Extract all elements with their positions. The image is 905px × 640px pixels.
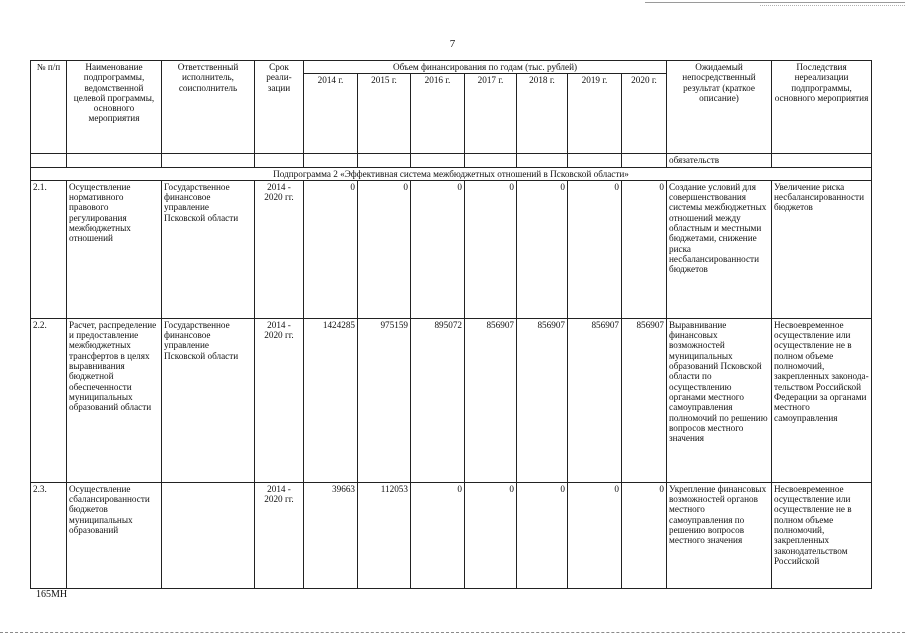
document-code: 165МН — [36, 589, 68, 600]
row-value: 856907 — [568, 318, 622, 482]
row-value: 0 — [568, 180, 622, 318]
row-result: Укрепление финансовых возможностей органов местного самоуправления по решению вопросов местного значения — [667, 482, 772, 588]
scan-edge-top — [0, 0, 905, 8]
row-value: 0 — [304, 180, 358, 318]
header-year: 2019 г. — [568, 74, 622, 154]
header-finance: Объем финансирования по годам (тыс. рублей) — [304, 61, 667, 74]
row-value: 0 — [465, 482, 517, 588]
header-year: 2017 г. — [465, 74, 517, 154]
row-consequence: Увеличение риска несбалансированности бюджетов — [772, 180, 872, 318]
header-no: № п/п — [31, 61, 67, 154]
row-value: 0 — [517, 180, 568, 318]
row-executor: Государственное финансовое управление Псковской области — [162, 318, 255, 482]
row-value: 856907 — [622, 318, 667, 482]
carry-consequence — [772, 154, 872, 167]
row-term: 2014 - 2020 гг. — [255, 482, 304, 588]
header-year: 2015 г. — [358, 74, 411, 154]
row-value: 39663 — [304, 482, 358, 588]
row-consequence: Несвоевременное осуществление или осуществление не в полном объеме полномочий, закрепленных законода-тельством Российской Федерации за органами местного самоуправления — [772, 318, 872, 482]
row-value: 0 — [358, 180, 411, 318]
subprogram-title: Подпрограмма 2 «Эффективная система межбюджетных отношений в Псковской области» — [31, 167, 872, 180]
row-value: 1424285 — [304, 318, 358, 482]
row-value: 895072 — [411, 318, 465, 482]
header-name: Наименование подпрограммы, ведомственной целевой программы, основного мероприятия — [67, 61, 162, 154]
header-row — [31, 61, 872, 74]
row-value: 112053 — [358, 482, 411, 588]
header-year: 2014 г. — [304, 74, 358, 154]
page-number: 7 — [449, 38, 456, 50]
table-row — [31, 318, 872, 482]
header-executor: Ответственный исполнитель, соисполнитель — [162, 61, 255, 154]
header-result: Ожидаемый непосредственный результат (краткое описание) — [667, 61, 772, 154]
row-value: 0 — [568, 482, 622, 588]
row-name: Расчет, распределение и предоставление межбюджетных трансфертов в целях выравнивания бюджетной обеспеченности муниципальных образований области — [67, 318, 162, 482]
row-result: Создание условий для совершенствования системы межбюджетных отношений между областным и местными бюджетами, снижение риска несбалансированности бюджетов — [667, 180, 772, 318]
row-value: 975159 — [358, 318, 411, 482]
row-value: 0 — [465, 180, 517, 318]
row-executor: Государственное финансовое управление Псковской области — [162, 180, 255, 318]
carry-result: обязательств — [667, 154, 772, 167]
row-no: 2.1. — [31, 180, 67, 318]
row-value: 0 — [622, 482, 667, 588]
row-term: 2014 - 2020 гг. — [255, 180, 304, 318]
row-executor — [162, 482, 255, 588]
row-consequence: Несвоевременное осуществление или осуществление не в полном объеме полномочий, закрепленных законодательством Российской — [772, 482, 872, 588]
row-name: Осуществление нормативного правового регулирования межбюджетных отношений — [67, 180, 162, 318]
row-value: 856907 — [517, 318, 568, 482]
financing-table — [30, 60, 872, 589]
carry-over-row — [31, 154, 872, 167]
table-row — [31, 180, 872, 318]
row-value: 0 — [622, 180, 667, 318]
header-year: 2018 г. — [517, 74, 568, 154]
header-term: Срок реали-зации — [255, 61, 304, 154]
header-year: 2020 г. — [622, 74, 667, 154]
row-value: 0 — [517, 482, 568, 588]
header-year: 2016 г. — [411, 74, 465, 154]
subprogram-row — [31, 167, 872, 180]
row-value: 0 — [411, 482, 465, 588]
row-value: 856907 — [465, 318, 517, 482]
row-term: 2014 - 2020 гг. — [255, 318, 304, 482]
scan-edge-bottom — [0, 632, 905, 633]
row-no: 2.2. — [31, 318, 67, 482]
row-name: Осуществление сбалансированности бюджетов муниципальных образований — [67, 482, 162, 588]
header-consequence: Последствия нереализации подпрограммы, основного мероприятия — [772, 61, 872, 154]
row-value: 0 — [411, 180, 465, 318]
row-no: 2.3. — [31, 482, 67, 588]
table-row — [31, 482, 872, 588]
row-result: Выравнивание финансовых возможностей муниципальных образований Псковской области по осуществлению органами местного самоуправления полномочий по решению вопросов местного значения — [667, 318, 772, 482]
